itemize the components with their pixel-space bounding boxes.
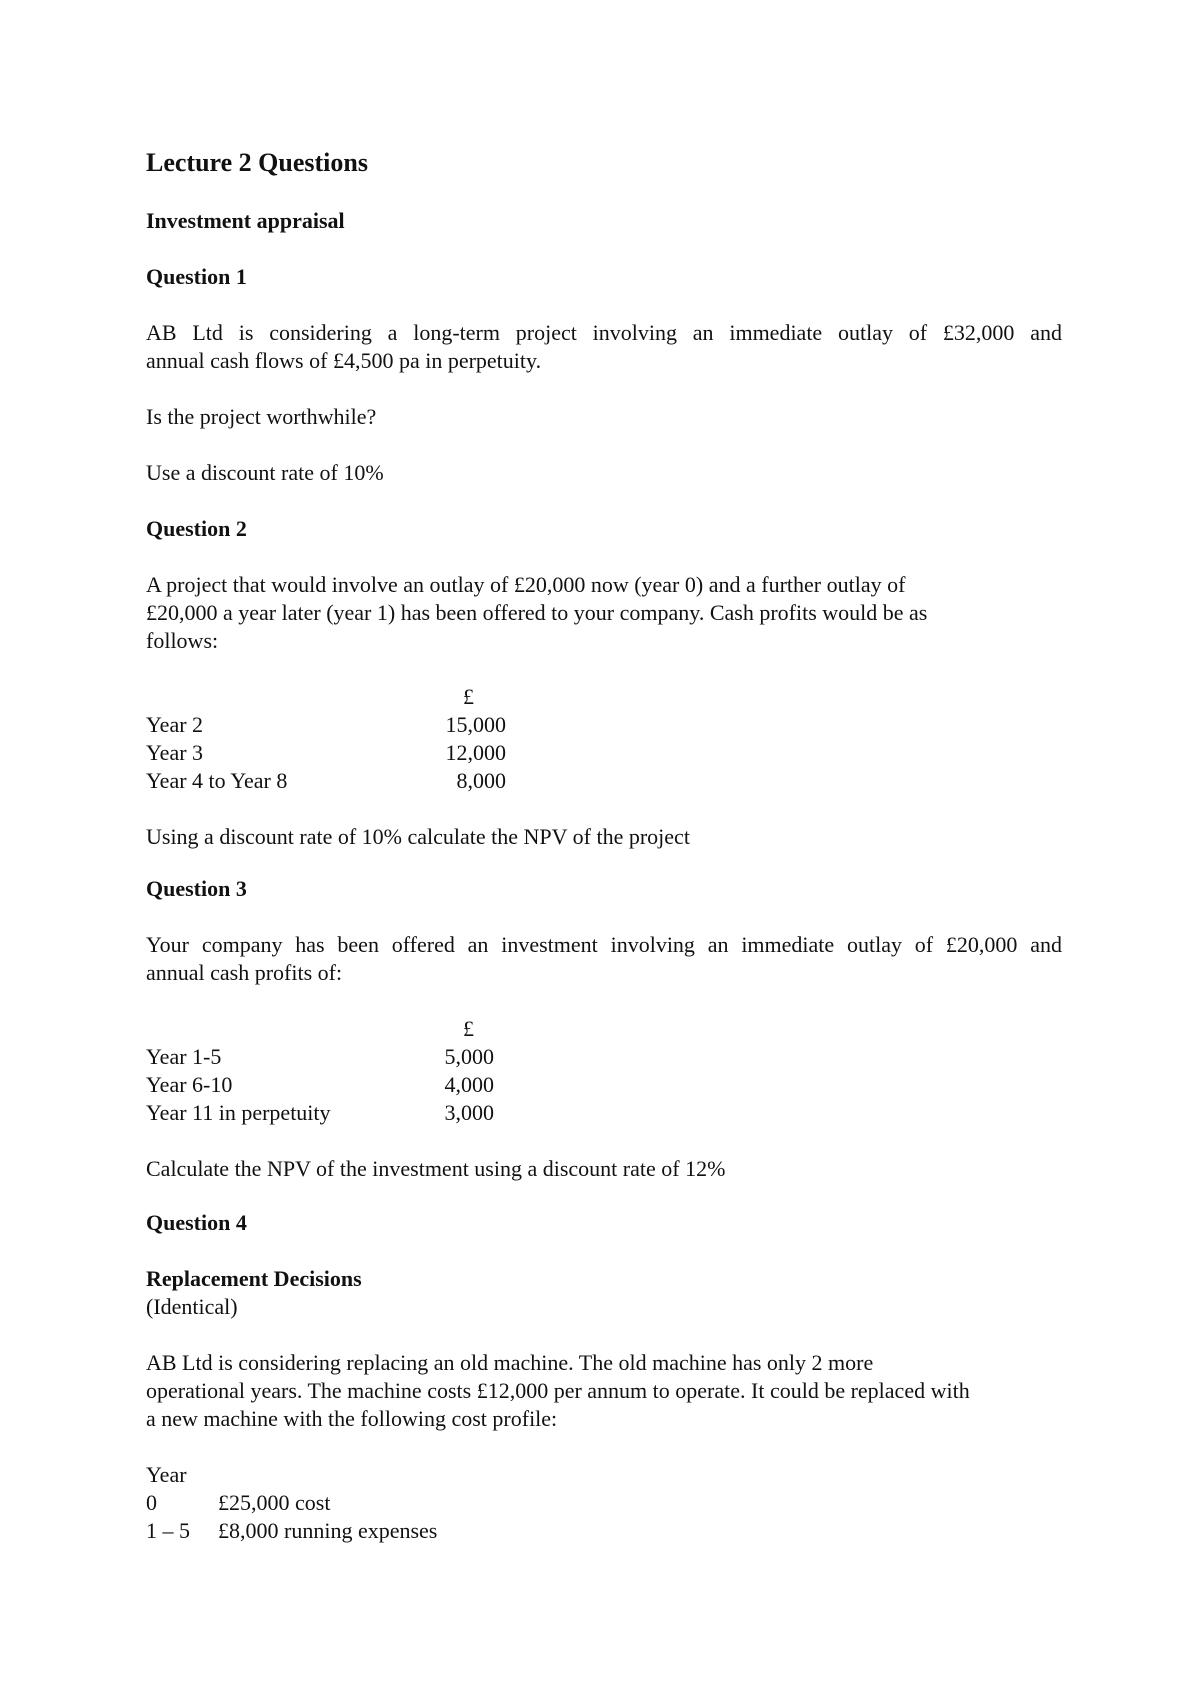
q3-cashflow-row	[146, 1071, 494, 1099]
question-3-text-line: annual cash profits of:	[146, 960, 343, 985]
year-label: 1 – 5	[146, 1518, 190, 1543]
currency-symbol: £	[463, 684, 474, 709]
question-4-text-line: operational years. The machine costs £12,000 per annum to operate. It could be replaced with	[146, 1378, 970, 1403]
amount-value: 4,000	[444, 1072, 494, 1097]
year-label: Year 4 to Year 8	[146, 768, 288, 793]
currency-symbol: £	[463, 1016, 474, 1041]
year-label: Year 2	[146, 712, 204, 737]
question-1-ask: Is the project worthwhile?	[146, 404, 377, 429]
question-4-text-line: AB Ltd is considering replacing an old machine. The old machine has only 2 more	[146, 1350, 874, 1375]
question-1-text-line: AB Ltd is considering a long-term project involving an immediate outlay of £32,000 and	[146, 320, 1062, 345]
amount-value: 5,000	[444, 1044, 494, 1069]
cost-description: £8,000 running expenses	[218, 1518, 438, 1543]
question-4-note: (Identical)	[146, 1294, 238, 1319]
q2-cashflow-row	[146, 711, 506, 739]
question-3-heading: Question 3	[146, 876, 247, 901]
question-3-text-line: Your company has been offered an investment involving an immediate outlay of £20,000 and	[146, 932, 1062, 957]
q3-cashflow-row	[146, 1043, 494, 1071]
question-3-ask: Calculate the NPV of the investment using a discount rate of 12%	[146, 1156, 726, 1181]
q2-cashflow-row	[146, 767, 506, 795]
question-2-text-line: A project that would involve an outlay of £20,000 now (year 0) and a further outlay of	[146, 572, 906, 597]
question-4-subheading: Replacement Decisions	[146, 1266, 362, 1291]
q4-cost-row	[146, 1489, 546, 1517]
q2-cashflow-row	[146, 739, 506, 767]
year-label: Year 6-10	[146, 1072, 233, 1097]
question-1-rate: Use a discount rate of 10%	[146, 460, 384, 485]
year-label: 0	[146, 1490, 157, 1515]
year-label: Year 1-5	[146, 1044, 222, 1069]
q4-year-header: Year	[146, 1462, 187, 1487]
question-2-text-line: £20,000 a year later (year 1) has been offered to your company. Cash profits would be as	[146, 600, 928, 625]
page-title: Lecture 2 Questions	[146, 148, 368, 177]
amount-value: 8,000	[456, 768, 506, 793]
amount-value: 12,000	[445, 740, 506, 765]
question-2-text-line: follows:	[146, 628, 219, 653]
question-1-heading: Question 1	[146, 264, 247, 289]
question-1-text-line: annual cash flows of £4,500 pa in perpetuity.	[146, 348, 542, 373]
q3-cashflow-row	[146, 1099, 494, 1127]
question-2-ask: Using a discount rate of 10% calculate the NPV of the project	[146, 824, 690, 849]
question-2-heading: Question 2	[146, 516, 247, 541]
q4-cost-row	[146, 1517, 546, 1545]
year-label: Year 11 in perpetuity	[146, 1100, 331, 1125]
year-label: Year 3	[146, 740, 204, 765]
amount-value: 3,000	[444, 1100, 494, 1125]
question-4-heading: Question 4	[146, 1210, 247, 1235]
section-heading: Investment appraisal	[146, 208, 345, 233]
amount-value: 15,000	[445, 712, 506, 737]
question-4-text-line: a new machine with the following cost profile:	[146, 1406, 558, 1431]
cost-description: £25,000 cost	[218, 1490, 331, 1515]
